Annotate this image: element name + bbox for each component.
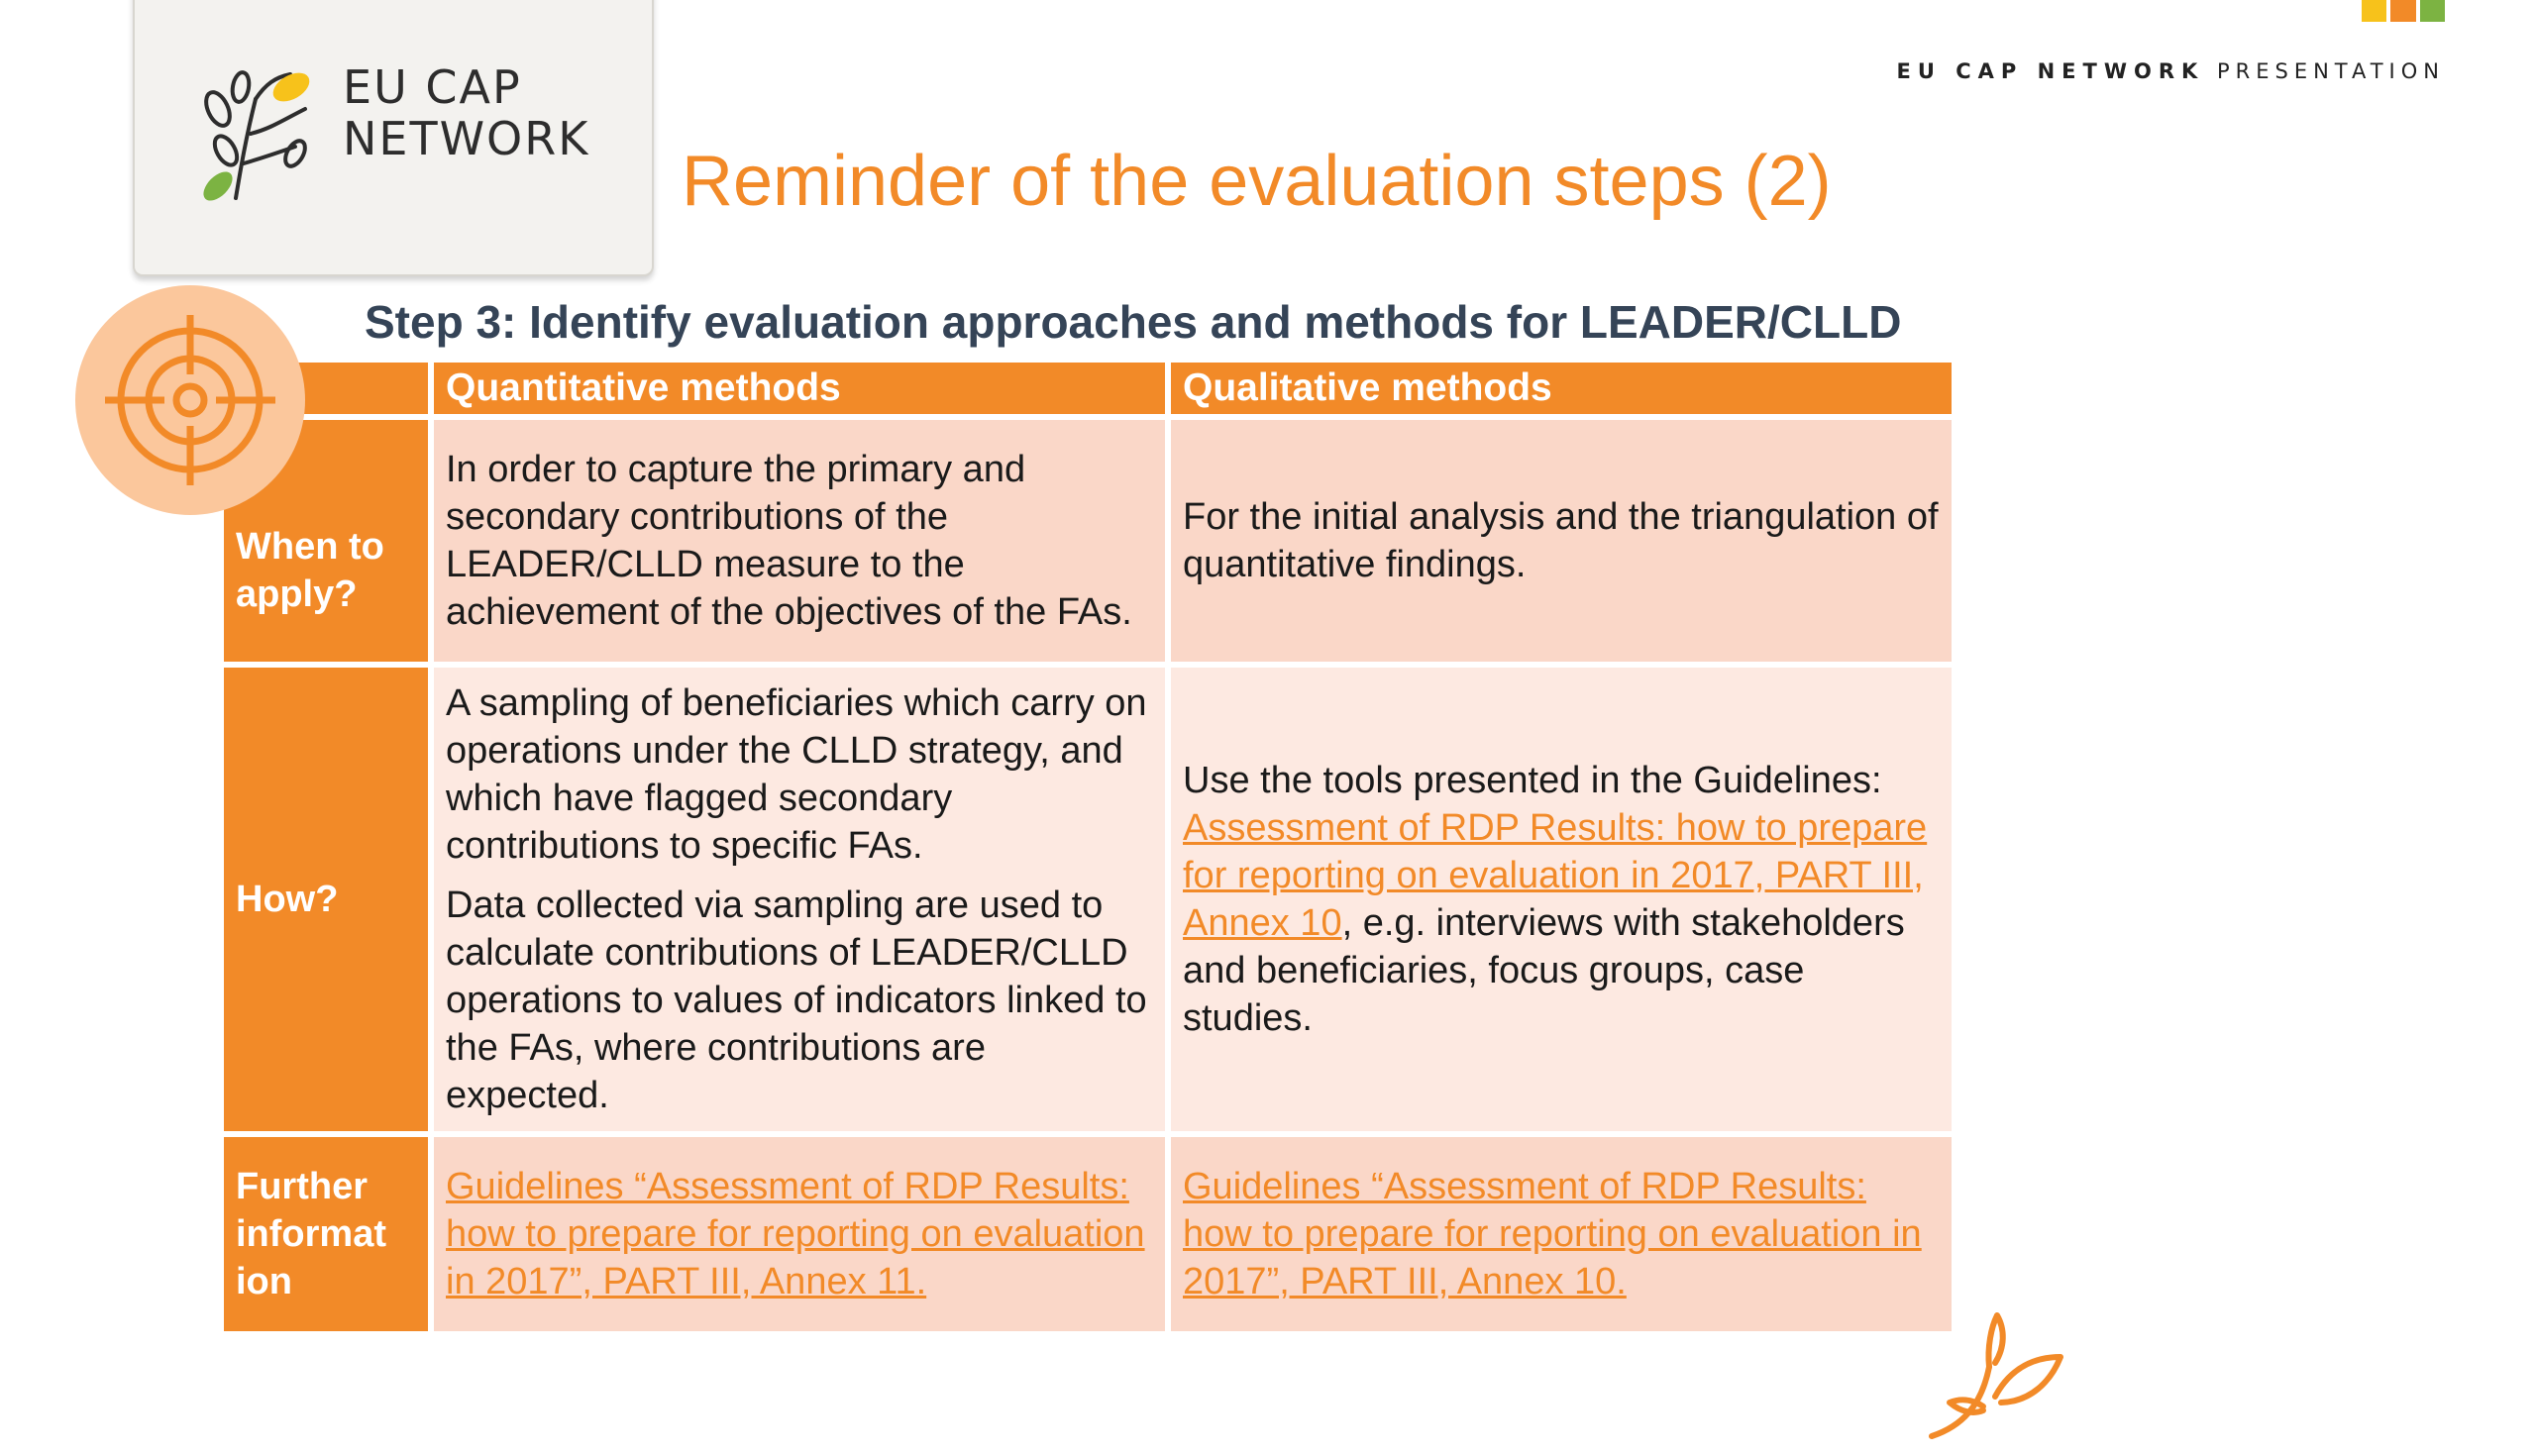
cell-when-quantitative: In order to capture the primary and secondary contributions of the LEADER/CLLD measure to the achievement of the objectives of the FAs. [434,420,1165,668]
step-heading: Step 3: Identify evaluation approaches and methods for LEADER/CLLD [365,296,1902,348]
logo-card [133,0,654,276]
row-label-when: When to apply? [224,420,428,668]
header-quantitative: Quantitative methods [434,363,1165,420]
how-quantitative-p1: A sampling of beneficiaries which carry on operations under the CLLD strategy, and which have flagged secondary contributions to specific FAs. [446,682,1147,867]
orange-bar [2390,0,2415,22]
green-bar [2420,0,2445,22]
table-row [224,420,1952,668]
cell-when-qualitative: For the initial analysis and the triangulation of quantitative findings. [1171,420,1952,668]
cell-further-quantitative [434,1137,1165,1337]
guidelines-annex-10-link[interactable]: Assessment of RDP Results: how to prepare for reporting on evaluation in 2017, PART III, Annex 10 [1183,807,1928,944]
cell-further-qualitative [1171,1137,1952,1337]
guidelines-annex-11-link[interactable]: Guidelines “Assessment of RDP Results: how to prepare for reporting on evaluation in 2017”, PART III, Annex 11. [446,1166,1145,1302]
page-title: Reminder of the evaluation steps (2) [682,142,1832,221]
header-qualitative: Qualitative methods [1171,363,1952,420]
how-qualitative-intro: Use the tools presented in the Guidelines: [1183,760,1882,801]
guidelines-annex-10-further-link[interactable]: Guidelines “Assessment of RDP Results: how to prepare for reporting on evaluation in 2017”, PART III, Annex 10. [1183,1166,1922,1302]
logo-line-1: EU CAP [343,60,522,114]
sprout-icon [1922,1307,2070,1456]
row-label-how: How? [224,668,428,1137]
logo-line-2: NETWORK [343,112,590,165]
logo-wordmark [343,61,589,164]
plant-sprout-icon [196,59,335,203]
cell-how-quantitative [434,668,1165,1137]
row-label-further-information: Further informat ion [224,1137,428,1337]
presentation-label-bold: EU CAP NETWORK [1896,59,2205,83]
how-qualitative-rest: , e.g. interviews with stakeholders and beneficiaries, focus groups, case studies. [1183,902,1905,1039]
cell-how-qualitative [1171,668,1952,1137]
presentation-label-light: PRESENTATION [2216,59,2445,83]
target-icon [75,285,305,515]
brand-color-bars [2362,0,2445,22]
table-row [224,1137,1952,1337]
table-header-row [224,363,1952,420]
how-quantitative-p2: Data collected via sampling are used to calculate contributions of LEADER/CLLD operations to values of indicators linked to the FAs, where contributions are expected. [446,884,1147,1116]
yellow-bar [2362,0,2386,22]
methods-table [218,363,1957,1337]
table-row [224,668,1952,1137]
presentation-label [1897,59,2446,83]
